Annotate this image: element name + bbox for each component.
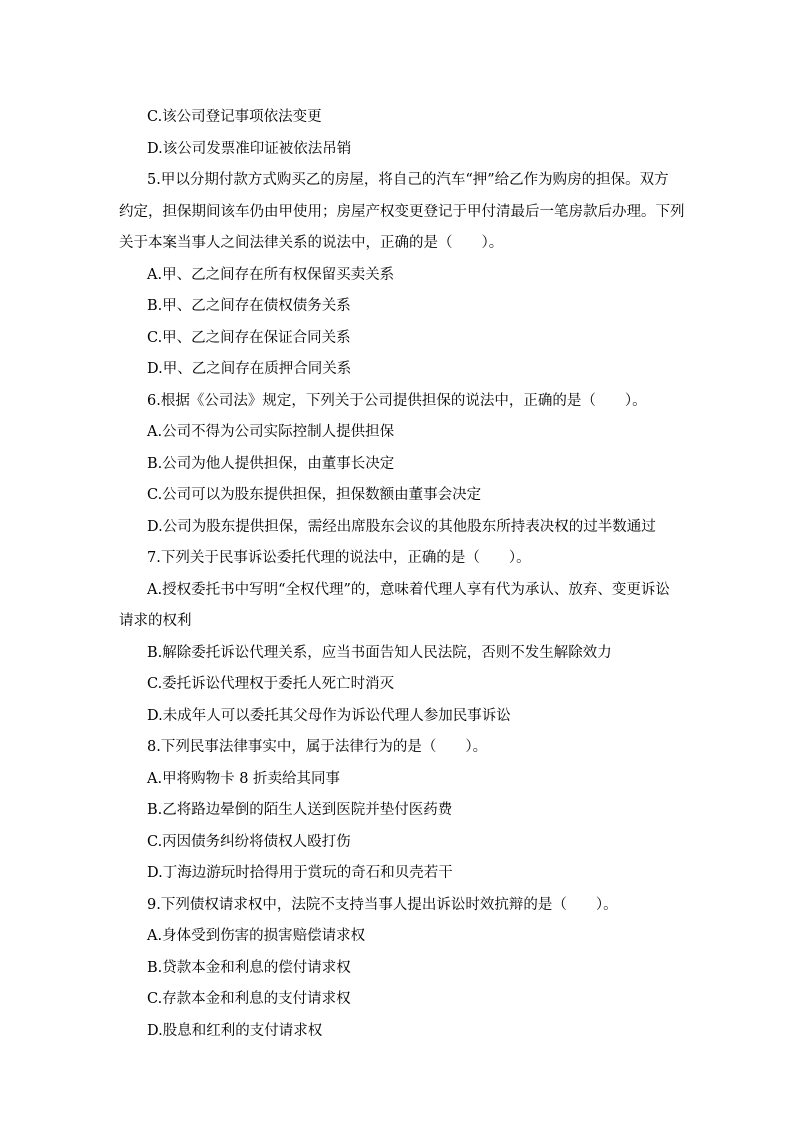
option-b-q8: B.乙将路边晕倒的陌生人送到医院并垫付医药费 (147, 802, 453, 818)
option-d-q4: D.该公司发票准印证被依法吊销 (147, 140, 352, 157)
option-a-q6: A.公司不得为公司实际控制人提供担保 (147, 424, 395, 440)
option-a-q5: A.甲、乙之间存在所有权保留买卖关系 (147, 266, 395, 283)
question-9: 9.下列债权请求权中，法院不支持当事人提出诉讼时效抗辩的是（ ）。 (147, 896, 618, 913)
option-a-q7-line-2: 请求的权利 (119, 613, 192, 629)
option-c-q8: C.丙因债务纠纷将债权人殴打伤 (147, 833, 351, 850)
option-d-q5: D.甲、乙之间存在质押合同关系 (147, 361, 352, 377)
option-b-q9: B.贷款本金和利息的偿付请求权 (147, 959, 351, 976)
question-5-line-3: 关于本案当事人之间法律关系的说法中，正确的是（ ）。 (119, 235, 504, 251)
option-d-q7: D.未成年人可以委托其父母作为诉讼代理人参加民事诉讼 (147, 707, 511, 724)
option-a-q7-line-1: A.授权委托书中写明“全权代理”的，意味着代理人享有代为承认、放弃、变更诉讼 (147, 581, 670, 598)
option-b-q7: B.解除委托诉讼代理关系，应当书面告知人民法院，否则不发生解除效力 (147, 644, 612, 661)
option-b-q6: B.公司为他人提供担保，由董事长决定 (147, 455, 395, 472)
question-5-line-2: 约定，担保期间该车仍由甲使用；房屋产权变更登记于甲付清最后一笔房款后办理。下列 (119, 203, 685, 220)
option-c-q7: C.委托诉讼代理权于委托人死亡时消灭 (147, 676, 395, 692)
option-c-q9: C.存款本金和利息的支付请求权 (147, 991, 351, 1007)
option-d-q6: D.公司为股东提供担保，需经出席股东会议的其他股东所持表决权的过半数通过 (147, 518, 656, 535)
option-a-q9: A.身体受到伤害的损害赔偿请求权 (147, 928, 366, 944)
question-8: 8.下列民事法律事实中，属于法律行为的是（ ）。 (147, 739, 488, 755)
option-b-q5: B.甲、乙之间存在债权债务关系 (147, 298, 351, 314)
question-7: 7.下列关于民事诉讼委托代理的说法中，正确的是（ ）。 (147, 550, 531, 566)
option-a-q8: A.甲将购物卡 8 折卖给其同事 (147, 770, 341, 787)
question-5-line-1: 5.甲以分期付款方式购买乙的房屋，将自己的汽车“押”给乙作为购房的担保。双方 (147, 172, 669, 188)
option-c-q4: C.该公司登记事项依法变更 (147, 109, 322, 125)
document-body (119, 102, 685, 1047)
option-d-q8: D.丁海边游玩时拾得用于赏玩的奇石和贝壳若干 (147, 865, 453, 881)
option-d-q9: D.股息和红利的支付请求权 (147, 1022, 323, 1039)
option-c-q5: C.甲、乙之间存在保证合同关系 (147, 329, 351, 346)
option-c-q6: C.公司可以为股东提供担保，担保数额由董事会决定 (147, 487, 482, 503)
question-6: 6.根据《公司法》规定，下列关于公司提供担保的说法中，正确的是（ ）。 (147, 392, 647, 409)
